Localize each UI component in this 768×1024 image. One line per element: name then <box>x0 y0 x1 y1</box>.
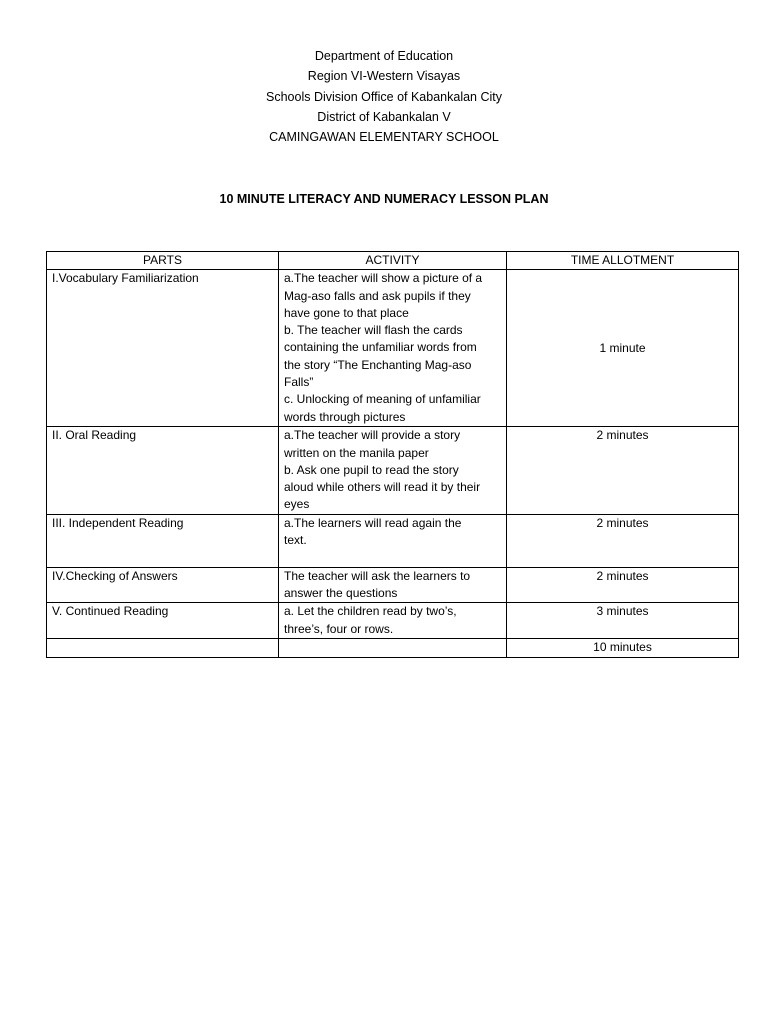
activity-line: text. <box>284 533 307 548</box>
activity-cell <box>279 514 507 567</box>
part-cell: IV.Checking of Answers <box>47 567 279 603</box>
activity-line: containing the unfamiliar words from <box>284 340 477 355</box>
activity-cell <box>279 270 507 427</box>
activity-cell <box>279 427 507 514</box>
time-allotment-cell: 2 minutes <box>507 427 739 514</box>
activity-line: a.The learners will read again the <box>284 515 462 530</box>
part-cell: II. Oral Reading <box>47 427 279 514</box>
activity-cell <box>279 639 507 657</box>
activity-cell <box>279 603 507 639</box>
region-name: Region VI-Western Visayas <box>307 69 461 84</box>
department-name: Department of Education <box>314 49 454 63</box>
activity-line: a.The teacher will provide a story <box>284 428 461 443</box>
activity-line: words through pictures <box>284 409 406 424</box>
part-cell: III. Independent Reading <box>47 514 279 567</box>
activity-line: written on the manila paper <box>284 445 429 460</box>
part-cell: I.Vocabulary Familiarization <box>47 270 279 427</box>
activity-line: have gone to that place <box>284 305 409 320</box>
column-header-activity: ACTIVITY <box>279 252 507 270</box>
document-header <box>0 46 768 147</box>
part-cell: V. Continued Reading <box>47 603 279 639</box>
lesson-plan-table <box>46 251 739 658</box>
time-allotment-cell: 2 minutes <box>507 514 739 567</box>
activity-line: Mag-aso falls and ask pupils if they <box>284 288 471 303</box>
activity-line: the story “The Enchanting Mag-aso <box>284 357 472 372</box>
time-allotment-cell: 3 minutes <box>507 603 739 639</box>
table-row <box>47 514 739 567</box>
part-cell <box>47 639 279 657</box>
activity-line: b. Ask one pupil to read the story <box>284 462 459 477</box>
table-header-row <box>47 252 739 270</box>
table-total-row <box>47 639 739 657</box>
activity-line: eyes <box>284 497 310 512</box>
activity-line: answer the questions <box>284 586 398 601</box>
table-row <box>47 270 739 427</box>
activity-line: a.The teacher will show a picture of a <box>284 271 483 286</box>
activity-cell <box>279 567 507 603</box>
time-allotment-cell: 2 minutes <box>507 567 739 603</box>
table-row <box>47 603 739 639</box>
activity-line: Falls” <box>284 375 314 390</box>
column-header-time-allotment: TIME ALLOTMENT <box>507 252 739 270</box>
activity-line: three’s, four or rows. <box>284 621 394 636</box>
division-office-name: Schools Division Office of Kabankalan City <box>266 89 502 104</box>
total-time-cell: 10 minutes <box>507 639 739 657</box>
activity-line: aloud while others will read it by their <box>284 480 481 495</box>
district-name: District of Kabankalan V <box>317 109 451 124</box>
table-row <box>47 567 739 603</box>
activity-line: a. Let the children read by two’s, <box>284 604 457 619</box>
school-name: CAMINGAWAN ELEMENTARY SCHOOL <box>269 130 499 145</box>
column-header-parts: PARTS <box>47 252 279 270</box>
lesson-plan-title: 10 MINUTE LITERACY AND NUMERACY LESSON PLAN <box>219 192 549 206</box>
table-row <box>47 427 739 514</box>
activity-line: b. The teacher will flash the cards <box>284 323 463 338</box>
time-allotment-cell: 1 minute <box>507 270 739 427</box>
activity-line: c. Unlocking of meaning of unfamiliar <box>284 392 481 407</box>
activity-line: The teacher will ask the learners to <box>284 568 471 583</box>
